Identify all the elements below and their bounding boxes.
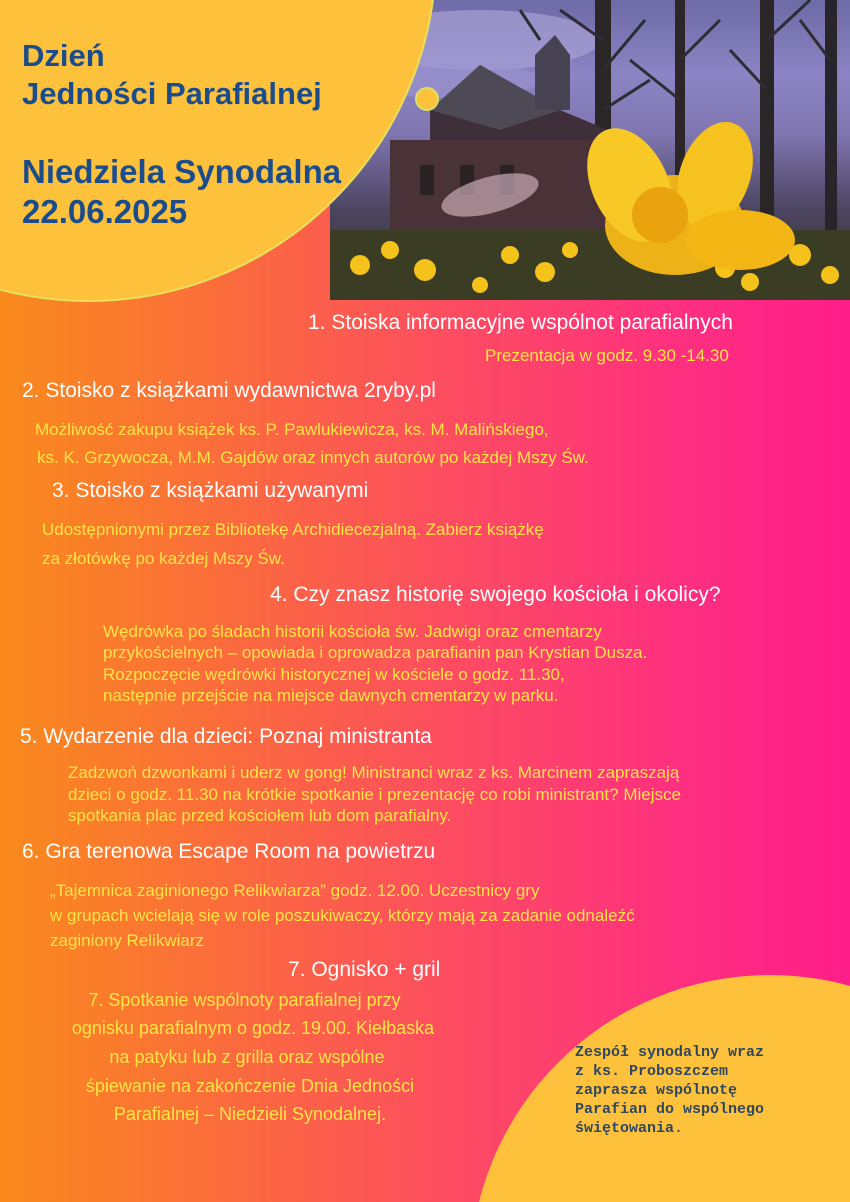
- title-line-2: Jedności Parafialnej: [22, 76, 322, 111]
- section-1-heading: 1. Stoiska informacyjne wspólnot parafialnych: [308, 311, 733, 334]
- section-7-text-line: 7. Spotkanie wspólnoty parafialnej przy: [88, 990, 401, 1010]
- section-4-text-line: przykościelnych – opowiada i oprowadza parafianin pan Krystian Dusza.: [103, 643, 648, 662]
- section-4-text-line: Wędrówka po śladach historii kościoła św. Jadwigi oraz cmentarzy: [103, 622, 602, 641]
- section-2-heading: 2. Stoisko z książkami wydawnictwa 2ryby.pl: [22, 379, 436, 402]
- decorative-dot: [415, 87, 439, 111]
- invitation-text: [575, 1043, 764, 1138]
- section-1-text: Prezentacja w godz. 9.30 -14.30: [485, 346, 729, 365]
- section-3-text-line: Udostępnionymi przez Bibliotekę Archidiecezjalną. Zabierz książkę: [42, 520, 544, 539]
- section-4-text-line: Rozpoczęcie wędrówki historycznej w kościele o godz. 11.30,: [103, 665, 565, 684]
- section-7-text-line: śpiewanie na zakończenie Dnia Jedności: [85, 1076, 415, 1096]
- section-3-text-line: za złotówkę po każdej Mszy Św.: [42, 549, 285, 568]
- invitation-end-mark: .: [674, 1120, 684, 1137]
- event-date: 22.06.2025: [22, 193, 188, 230]
- section-7-text-line: Parafialnej – Niedzieli Synodalnej.: [113, 1104, 387, 1124]
- section-7-text-line: na patyku lub z grilla oraz wspólne: [109, 1047, 385, 1067]
- title-line-3: Niedziela Synodalna: [22, 153, 342, 190]
- section-6-heading: 6. Gra terenowa Escape Room na powietrzu: [22, 840, 436, 863]
- section-6-text-line: w grupach wcielają się w role poszukiwaczy, którzy mają za zadanie odnaleźć: [50, 906, 635, 925]
- section-2-text-line: Możliwość zakupu książek ks. P. Pawlukiewicza, ks. M. Malińskiego,: [35, 420, 549, 439]
- section-5-heading: 5. Wydarzenie dla dzieci: Poznaj ministranta: [20, 725, 432, 748]
- section-6-text-line: „Tajemnica zaginionego Relikwiarza” godz. 12.00. Uczestnicy gry: [50, 881, 540, 900]
- section-5-text-line: Zadzwoń dzwonkami i uderz w gong! Ministranci wraz z ks. Marcinem zapraszają: [68, 763, 680, 782]
- section-5-text-line: dzieci o godz. 11.30 na krótkie spotkanie i prezentację co robi ministrant? Miejsce: [68, 785, 681, 804]
- invitation-line: Parafian do wspólnego: [575, 1101, 765, 1118]
- invitation-line: Zespół synodalny wraz: [575, 1044, 765, 1061]
- section-3-heading: 3. Stoisko z książkami używanymi: [52, 479, 369, 502]
- invitation-line: zaprasza wspólnotę: [575, 1082, 738, 1099]
- section-7-text-line: ognisku parafialnym o godz. 19.00. Kiełbaska: [71, 1018, 435, 1038]
- section-2-text-line: ks. K. Grzywocza, M.M. Gajdów oraz innych autorów po każdej Mszy Św.: [37, 448, 589, 467]
- section-6-text-line: zaginiony Relikwiarz: [50, 931, 205, 950]
- section-7-heading: 7. Ognisko + gril: [288, 958, 441, 981]
- invitation-line: z ks. Proboszczem: [575, 1063, 729, 1080]
- invitation-line: świętowania: [575, 1120, 675, 1137]
- section-5-text-line: spotkania plac przed kościołem lub dom parafialny.: [68, 806, 452, 825]
- section-4-heading: 4. Czy znasz historię swojego kościoła i okolicy?: [270, 583, 721, 606]
- title-line-1: Dzień: [22, 38, 105, 73]
- section-4-text-line: następnie przejście na miejsce dawnych cmentarzy w parku.: [103, 686, 559, 705]
